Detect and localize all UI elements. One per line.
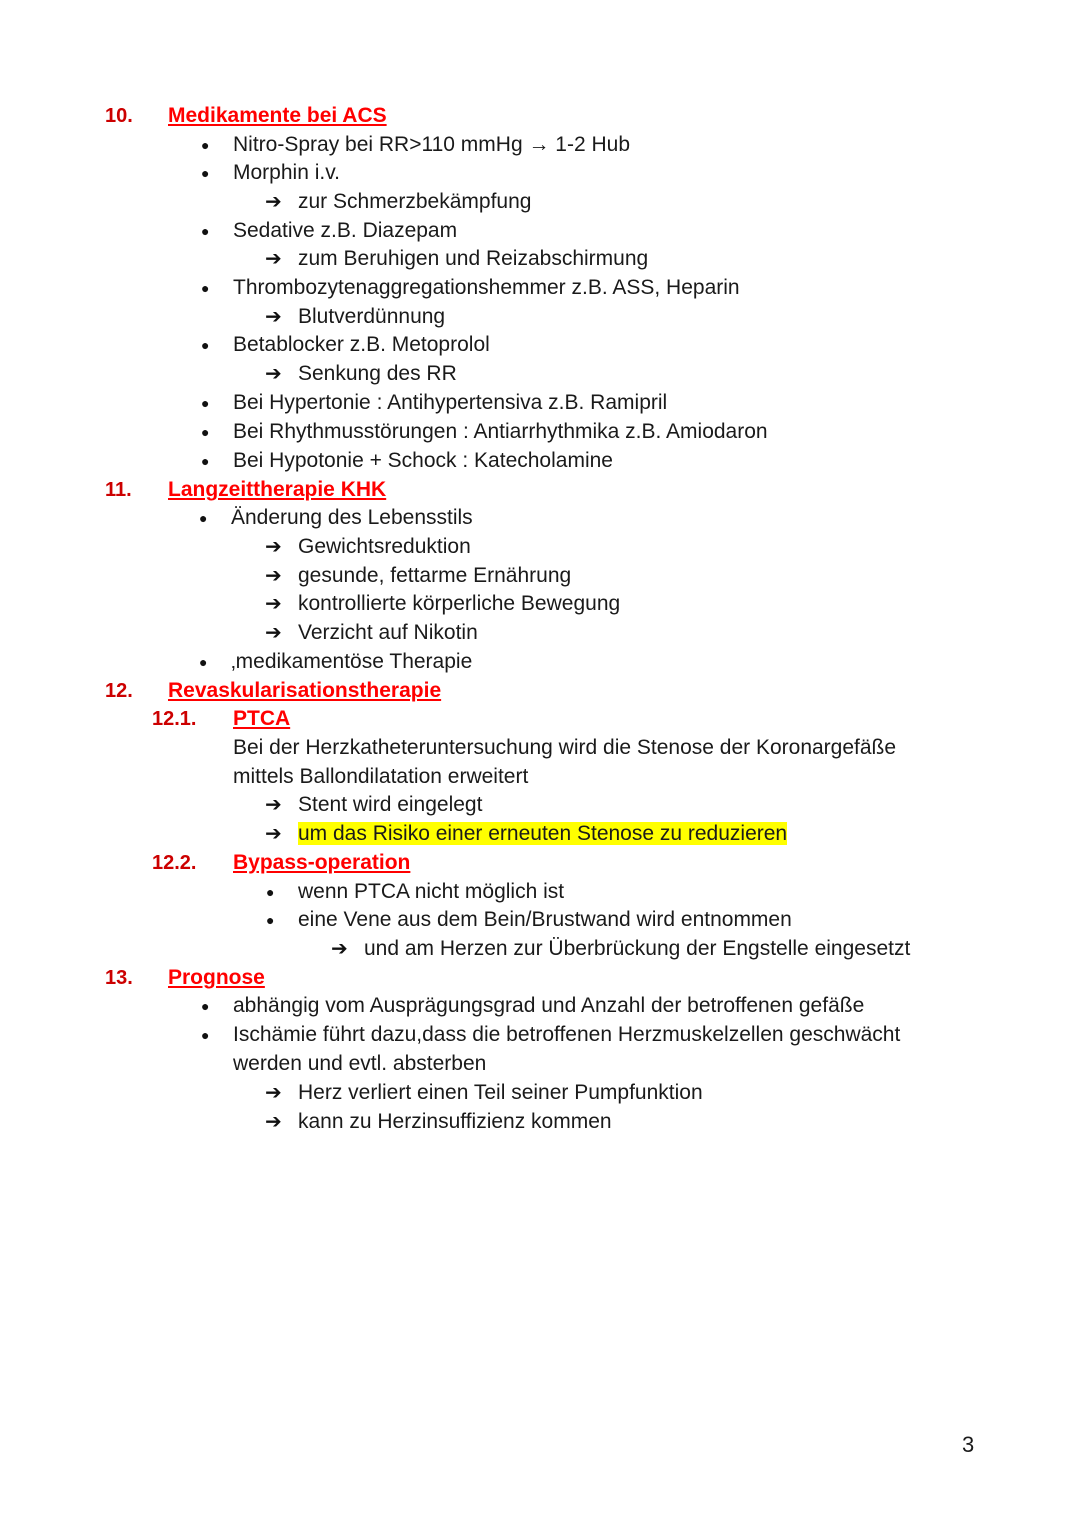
bullet-item: ● Ischämie führt dazu,dass die betroffenen Herzmuskelzellen geschwächt [233,1021,900,1049]
section-title: Revaskularisationstherapie [168,679,442,702]
bullet-item: ● wenn PTCA nicht möglich ist [298,878,564,906]
section-number: 12. [105,680,133,702]
bullet-item: ● Morphin i.v. [233,159,340,187]
bullet-item: ● ‚medikamentöse Therapie [231,648,472,676]
arrow-item: ➔ kann zu Herzinsuffizienz kommen [298,1108,612,1136]
section-number: 10. [105,105,133,127]
arrow-item: ➔ zum Beruhigen und Reizabschirmung [298,245,648,273]
bullet-item: ● Nitro-Spray bei RR>110 mmHg → 1-2 Hub [233,131,630,159]
arrow-item: ➔ Stent wird eingelegt [298,791,482,819]
section-title: Langzeittherapie KHK [168,478,387,501]
paragraph-line: werden und evtl. absterben [233,1052,487,1075]
arrow-item: ➔ und am Herzen zur Überbrückung der Engstelle eingesetzt [364,935,910,963]
arrow-item: ➔ gesunde, fettarme Ernährung [298,562,571,590]
bullet-item: ● Bei Hypotonie + Schock : Katecholamine [233,447,613,475]
bullet-item: ● Sedative z.B. Diazepam [233,217,457,245]
bullet-item: ● Thrombozytenaggregationshemmer z.B. ASS, Heparin [233,274,740,302]
arrow-item: ➔ Verzicht auf Nikotin [298,619,478,647]
arrow-item: ➔ zur Schmerzbekämpfung [298,188,531,216]
arrow-item: ➔ Senkung des RR [298,360,457,388]
section-number: 11. [105,479,132,501]
bullet-item: ● Betablocker z.B. Metoprolol [233,331,490,359]
highlighted-text: um das Risiko einer erneuten Stenose zu reduzieren [298,822,788,845]
arrow-item [298,820,787,848]
bullet-item: ● Änderung des Lebensstils [231,504,473,532]
subsection-title: PTCA [233,707,291,730]
section-number: 13. [105,967,133,989]
bullet-item: ● eine Vene aus dem Bein/Brustwand wird entnommen [298,906,792,934]
section-title: Medikamente bei ACS [168,104,387,127]
arrow-item: ➔ Gewichtsreduktion [298,533,471,561]
bullet-item: ● abhängig vom Ausprägungsgrad und Anzahl der betroffenen gefäße [233,992,864,1020]
bullet-item: ● Bei Hypertonie : Antihypertensiva z.B. Ramipril [233,389,667,417]
subsection-number: 12.2. [152,852,197,874]
bullet-item: ● Bei Rhythmusstörungen : Antiarrhythmika z.B. Amiodaron [233,418,768,446]
arrow-item: ➔ kontrollierte körperliche Bewegung [298,590,620,618]
subsection-number: 12.1. [152,708,197,730]
arrow-item: ➔ Blutverdünnung [298,303,445,331]
paragraph-line: mittels Ballondilatation erweitert [233,765,529,788]
subsection-title: Bypass-operation [233,851,411,874]
arrow-item: ➔ Herz verliert einen Teil seiner Pumpfunktion [298,1079,703,1107]
page-number: 3 [962,1432,975,1457]
section-title: Prognose [168,966,265,989]
paragraph-line: Bei der Herzkatheteruntersuchung wird die Stenose der Koronargefäße [233,736,897,759]
